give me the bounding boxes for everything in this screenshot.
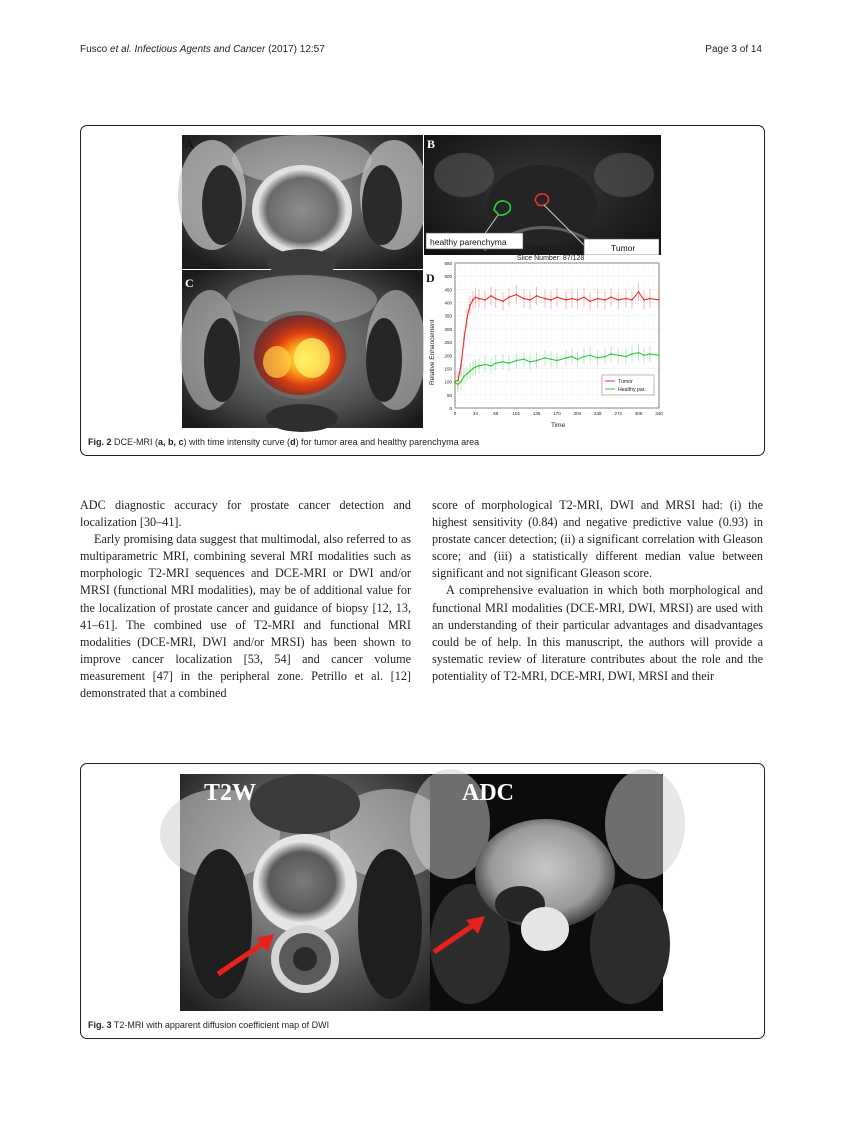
data-point (597, 298, 599, 300)
x-tick-label: 204 (573, 411, 582, 416)
page-number: Page 3 of 14 (705, 44, 762, 55)
x-tick-label: 102 (512, 411, 520, 416)
data-point (604, 356, 606, 358)
data-point (529, 299, 531, 301)
data-point (475, 296, 477, 298)
data-point (617, 354, 619, 356)
data-point (472, 368, 474, 370)
data-point (469, 370, 471, 372)
y-tick-label: 450 (444, 287, 452, 293)
data-point (658, 299, 660, 301)
data-point (463, 375, 465, 377)
y-tick-label: 50 (446, 392, 452, 398)
data-point (502, 300, 504, 302)
paragraph: ADC diagnostic accuracy for prostate cancer detection and localization [30–41]. (80, 498, 411, 530)
x-tick-label: 238 (594, 411, 602, 416)
x-tick-label: 170 (553, 411, 561, 416)
data-point (536, 295, 538, 297)
figure-2 (80, 125, 765, 456)
data-point (565, 299, 567, 301)
data-point (625, 298, 627, 300)
data-point (544, 357, 546, 359)
data-point (475, 366, 477, 368)
t2w-label: T2W (204, 780, 257, 806)
data-point (490, 295, 492, 297)
data-point (478, 365, 480, 367)
data-point (466, 317, 468, 319)
y-tick-label: 150 (444, 366, 452, 372)
y-tick-label: 100 (444, 379, 452, 385)
data-point (508, 362, 510, 364)
legend-healthy: Healthy par. (618, 387, 646, 393)
data-point (484, 364, 486, 366)
data-point (523, 358, 525, 360)
data-point (610, 296, 612, 298)
data-point (550, 299, 552, 301)
data-point (460, 381, 462, 383)
data-point (556, 296, 558, 298)
body-column-right (432, 497, 763, 685)
data-point (625, 356, 627, 358)
data-point (515, 294, 517, 296)
data-point (463, 339, 465, 341)
data-point (638, 352, 640, 354)
data-point (610, 353, 612, 355)
running-header: Fusco et al. Infectious Agents and Cancer (2017) 12:57 (80, 44, 325, 55)
data-point (550, 358, 552, 360)
data-point (565, 357, 567, 359)
data-point (457, 383, 459, 385)
data-point (589, 354, 591, 356)
data-point (495, 298, 497, 300)
y-tick-label: 200 (444, 353, 452, 359)
slice-number-label: Slice Number: 87/128 (517, 255, 585, 262)
adc-label: ADC (462, 780, 514, 806)
paragraph: score of morphological T2-MRI, DWI and MRSI had: (i) the highest sensitivity (0.84) and negative predictive value (0.93) in prostate cancer detection; (ii) a significant correlation with Gleason score; and (iii) a statistically different median value between significant and not significant Gleason score. (432, 498, 763, 581)
data-point (484, 299, 486, 301)
y-tick-label: 350 (444, 313, 452, 319)
data-point (490, 365, 492, 367)
y-tick-label: 550 (444, 261, 452, 266)
data-point (544, 298, 546, 300)
data-point (508, 296, 510, 298)
data-point (556, 360, 558, 362)
x-tick-label: 136 (532, 411, 541, 416)
data-point (469, 304, 471, 306)
time-intensity-chart (424, 255, 662, 428)
adc-image (430, 774, 663, 1011)
tumor-label: Tumor (611, 243, 636, 253)
x-axis-label: Time (551, 422, 566, 429)
panel-label-c: C (185, 276, 194, 290)
body-column-left (80, 497, 411, 702)
data-point (454, 382, 456, 384)
data-point (577, 299, 579, 301)
panel-b-roi-image (424, 135, 661, 269)
data-point (495, 362, 497, 364)
y-tick-label: 500 (444, 274, 452, 280)
data-point (515, 360, 517, 362)
figure-3-caption: Fig. 3 T2-MRI with apparent diffusion coefficient map of DWI (88, 1020, 330, 1030)
data-point (577, 358, 579, 360)
data-point (502, 361, 504, 363)
panel-label-b: B (427, 137, 436, 151)
healthy-parenchyma-label: healthy parenchyma (430, 237, 507, 247)
data-point (571, 356, 573, 358)
chart-legend (602, 375, 654, 395)
data-point (529, 361, 531, 363)
x-tick-label: 0 (453, 411, 457, 416)
figure-3 (80, 763, 765, 1039)
x-tick-label: 272 (614, 411, 622, 416)
y-tick-label: 400 (444, 300, 452, 306)
panel-d-time-intensity-chart (424, 255, 662, 428)
data-point (658, 354, 660, 356)
data-point (583, 296, 585, 298)
data-point (643, 299, 645, 301)
data-point (643, 354, 645, 356)
y-tick-label: 0 (449, 406, 452, 411)
data-point (460, 365, 462, 367)
data-point (571, 298, 573, 300)
data-point (649, 353, 651, 355)
data-point (472, 299, 474, 301)
x-tick-label: 68 (493, 411, 499, 416)
data-point (631, 299, 633, 301)
panel-a-t2-image (182, 135, 423, 269)
y-tick-label: 250 (444, 340, 452, 346)
data-point (466, 373, 468, 375)
data-point (649, 298, 651, 300)
x-tick-label: 34 (472, 411, 478, 416)
legend-tumor: Tumor (618, 379, 633, 385)
panel-c-dce-overlay-image (182, 270, 423, 428)
paragraph: Early promising data suggest that multimodal, also referred to as multiparametric MRI, combining several MRI modalities such as morphologic T2-MRI sequences and DCE-MRI or DWI and/or MRSI (functional MRI modalities), may be of additional value for the localization of prostate cancer and guidance of biopsy [12, 13, 41–61]. The combined use of T2-MRI and functional MRI modalities (DCE-MRI, DWI and/or MRSI) has been shown to improve cancer localization [53, 54] and cancer volume measurement [47] in the peripheral zone. Petrillo et al. [12] demonstrated that a combined (80, 532, 411, 701)
panel-label-a: A (185, 137, 194, 151)
x-tick-label: 306 (634, 411, 643, 416)
panel-label-d: D (426, 271, 435, 285)
y-tick-label: 300 (444, 326, 452, 332)
data-point (583, 356, 585, 358)
figure-2-caption: Fig. 2 DCE-MRI (a, b, c) with time intensity curve (d) for tumor area and healthy parenchyma area (88, 437, 480, 447)
data-point (523, 298, 525, 300)
data-point (631, 353, 633, 355)
paragraph: A comprehensive evaluation in which both morphological and functional MRI modalities (DCE-MRI, DWI, MRSI) are used with an understanding of their particular advantages and disadvantages could be of help. In this manuscript, the authors will provide a systematic review of literature contributes about the role and the potentiality of T2-MRI, DCE-MRI, DWI, MRSI and their (432, 583, 763, 683)
data-point (617, 299, 619, 301)
x-tick-label: 340 (655, 411, 663, 416)
data-point (589, 300, 591, 302)
data-point (597, 357, 599, 359)
y-axis-label: Relative Enhancement (429, 319, 436, 385)
data-point (536, 360, 538, 362)
data-point (478, 298, 480, 300)
data-point (638, 291, 640, 293)
data-point (604, 299, 606, 301)
t2w-image (180, 774, 430, 1011)
